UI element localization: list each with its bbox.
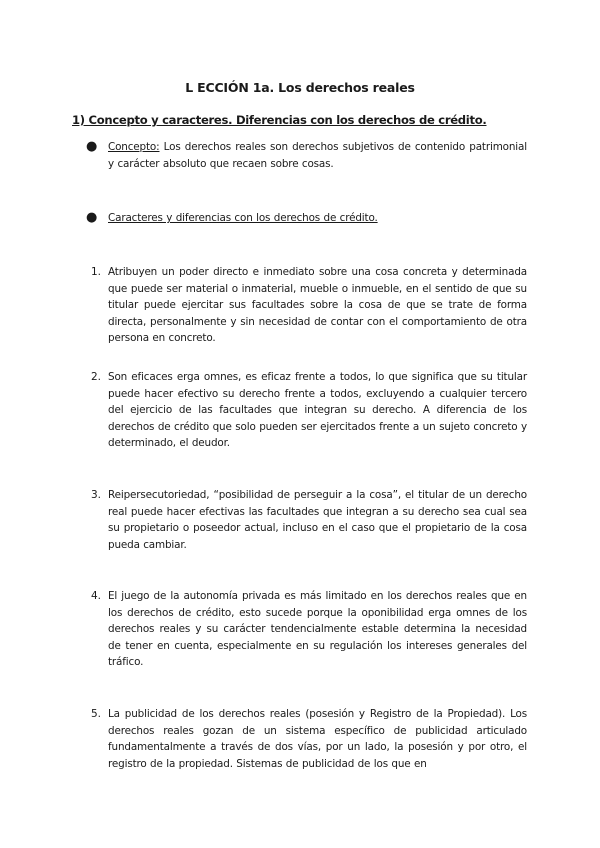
list-item-text: Son eficaces erga omnes, es eficaz frente a todos, lo que significa que su titular puede hacer efectivo su derecho frente a todos, excluyendo a cualquier tercero del ejercicio de las facultades que integran su derecho. A diferencia de los derechos de crédito que solo pueden ser ejercitados frente a un sujeto concreto y determinado, el deudor. <box>108 371 527 450</box>
bullet-dot-icon: ● <box>86 139 98 154</box>
bullet-concepto-body: Los derechos reales son derechos subjetivos de contenido patrimonial y carácter absoluto que recaen sobre cosas. <box>108 141 527 170</box>
bullet-concepto <box>86 139 527 172</box>
list-item-text: La publicidad de los derechos reales (posesión y Registro de la Propiedad). Los derechos reales gozan de un sistema específico de publicidad articulado fundamentalmente a través de dos vías, por un lado, la posesión y por otro, el registro de la propiedad. Sistemas de publicidad de los que en <box>108 708 527 770</box>
bullet-caracteres-text <box>108 210 527 227</box>
list-number: 5. <box>91 708 102 720</box>
list-item-1 <box>91 264 527 347</box>
list-number: 2. <box>91 371 102 383</box>
list-item-text: Atribuyen un poder directo e inmediato sobre una cosa concreta y determinada que puede ser material o inmaterial, mueble o inmueble, en el sentido de que su titular puede ejercitar sus facultades sobre la cosa de que se trate de forma directa, personalmente y sin necesidad de contar con el comportamiento de otra persona en concreto. <box>108 266 527 345</box>
bullet-caracteres-label: Caracteres y diferencias con los derechos de crédito. <box>108 212 378 224</box>
bullet-caracteres <box>86 210 527 227</box>
section-heading: 1) Concepto y caracteres. Diferencias con los derechos de crédito. <box>72 113 487 127</box>
list-item-4 <box>91 588 527 671</box>
bullet-dot-icon: ● <box>86 210 98 225</box>
list-item-text: El juego de la autonomía privada es más limitado en los derechos reales que en los derechos de crédito, esto sucede porque la oponibilidad erga omnes de los derechos reales y su carácter tendencialmente estable determina la necesidad de tener en cuenta, especialmente en su regulación los intereses generales del tráfico. <box>108 590 527 669</box>
list-item-2 <box>91 369 527 452</box>
bullet-concepto-label: Concepto: <box>108 141 160 153</box>
lesson-title: L ECCIÓN 1a. Los derechos reales <box>185 80 415 95</box>
list-item-text: Reipersecutoriedad, “posibilidad de perseguir a la cosa”, el titular de un derecho real puede hacer efectivas las facultades que integran a su derecho sea cual sea su propietario o poseedor actual, incluso en el caso que el propietario de la cosa pueda cambiar. <box>108 489 527 551</box>
list-number: 1. <box>91 266 102 278</box>
list-item-3 <box>91 487 527 553</box>
list-number: 3. <box>91 489 102 501</box>
bullet-concepto-text <box>108 139 527 172</box>
list-number: 4. <box>91 590 102 602</box>
list-item-5 <box>91 706 527 772</box>
